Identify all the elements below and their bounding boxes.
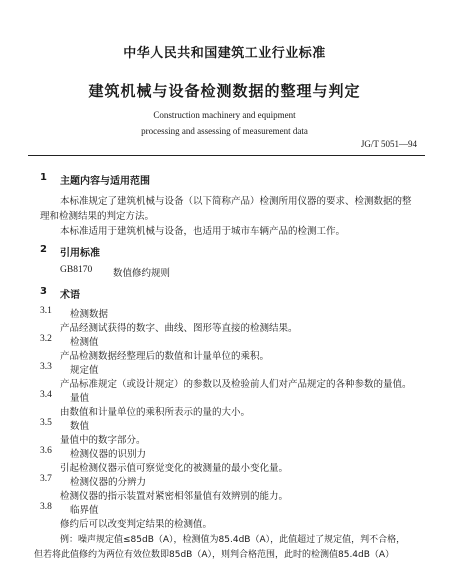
term-3-7-title: 检测仪器的分辨力 [70, 477, 147, 488]
term-3-4-number: 3.4 [40, 390, 52, 400]
term-3-3-title: 规定值 [70, 365, 99, 376]
term-3-4-title: 量值 [70, 393, 90, 404]
reference-code: GB8170 [60, 265, 93, 275]
section-1-paragraph-2: 本标准适用于建筑机械与设备，也适用于城市车辆产品的检测工作。 [60, 226, 346, 237]
term-3-7-number: 3.7 [40, 474, 52, 484]
section-2-title: 引用标准 [60, 248, 100, 259]
term-3-5-definition: 量值中的数字部分。 [60, 435, 146, 446]
term-3-1-title: 检测数据 [70, 309, 109, 320]
term-3-2-title: 检测值 [70, 337, 99, 348]
term-3-8-number: 3.8 [40, 502, 52, 512]
section-1-paragraph-1b: 理和检测结果的判定方法。 [40, 211, 155, 222]
term-3-3-definition: 产品标准规定（或设计规定）的参数以及检验前人们对产品规定的各种参数的量值。 [60, 379, 412, 390]
term-3-1-definition: 产品经测试获得的数字、曲线、图形等直接的检测结果。 [60, 323, 298, 334]
reference-name: 数值修约规则 [113, 268, 171, 279]
standard-number: JG/T 5051—94 [360, 139, 417, 149]
standard-category-header: 中华人民共和国建筑工业行业标准 [123, 46, 326, 61]
section-1-number: 1 [40, 172, 47, 183]
header-divider [28, 155, 425, 156]
section-3-number: 3 [40, 286, 47, 297]
term-3-5-number: 3.5 [40, 418, 52, 428]
term-3-7-definition: 检测仪器的指示装置对紧密相邻量值有效辨别的能力。 [60, 491, 289, 502]
term-3-1-number: 3.1 [40, 306, 52, 316]
document-title: 建筑机械与设备检测数据的整理与判定 [88, 82, 361, 100]
section-3-title: 术语 [60, 290, 80, 301]
example-line-2: 但若将此值修约为两位有效位数即85dB（A），则判合格范围，此时的检测值85.4dB（A） [34, 550, 395, 560]
term-3-2-number: 3.2 [40, 334, 52, 344]
term-3-8-definition: 修约后可以改变判定结果的检测值。 [60, 519, 213, 530]
term-3-6-number: 3.6 [40, 446, 52, 456]
english-title-line-1: Construction machinery and equipment [153, 110, 296, 120]
term-3-2-definition: 产品检测数据经整理后的数值和计量单位的乘积。 [60, 351, 270, 362]
term-3-4-definition: 由数值和计量单位的乘积所表示的量的大小。 [60, 407, 251, 418]
term-3-6-definition: 引起检测仪器示值可察觉变化的被测量的最小变化量。 [60, 463, 289, 474]
example-line-1: 例：噪声规定值≤85dB（A），检测值为85.4dB（A），此值超过了规定值，判不合格， [60, 535, 406, 545]
english-title-line-2: processing and assessing of measurement data [141, 126, 308, 136]
term-3-3-number: 3.3 [40, 362, 52, 372]
term-3-8-title: 临界值 [70, 505, 99, 516]
section-1-title: 主题内容与适用范围 [60, 176, 150, 187]
section-1-paragraph-1a: 本标准规定了建筑机械与设备（以下简称产品）检测所用仪器的要求、检测数据的整 [60, 196, 412, 207]
term-3-5-title: 数值 [70, 421, 90, 432]
section-2-number: 2 [40, 244, 47, 255]
term-3-6-title: 检测仪器的识别力 [70, 449, 147, 460]
